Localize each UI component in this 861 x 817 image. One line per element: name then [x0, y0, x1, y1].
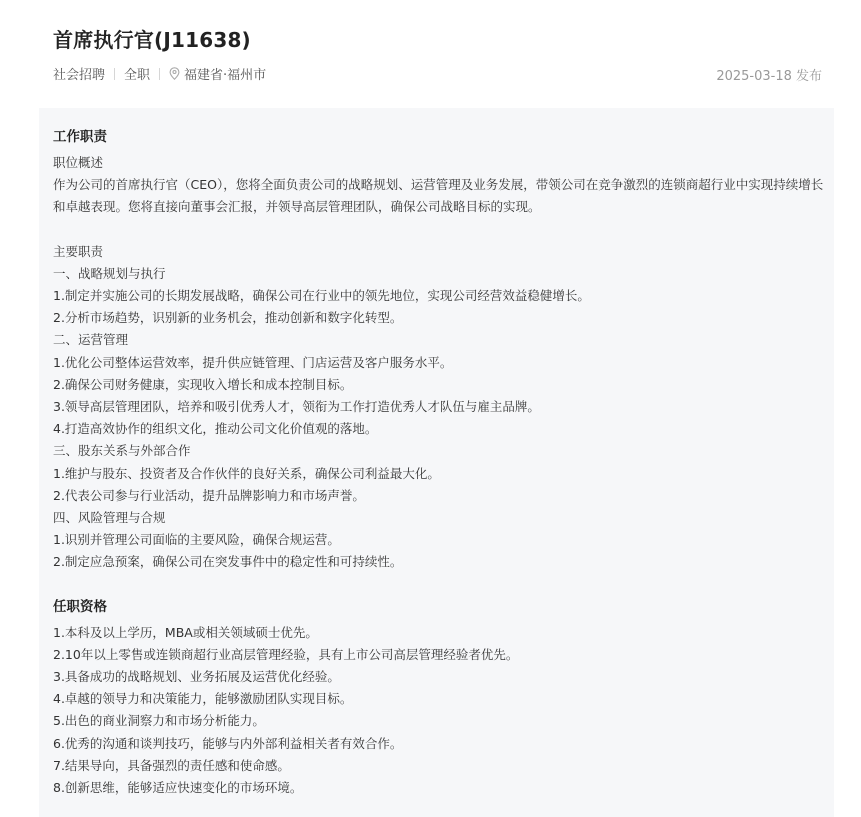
- qualification-line: 8.创新思维，能够适应快速变化的市场环境。: [53, 780, 303, 796]
- meta-divider: [114, 68, 115, 80]
- duties-heading: 工作职责: [53, 129, 107, 145]
- qualification-line: 5.出色的商业洞察力和市场分析能力。: [53, 713, 265, 729]
- qualifications-list: [53, 622, 826, 800]
- qualification-line: 7.结果导向，具备强烈的责任感和使命感。: [53, 757, 290, 773]
- qualification-line: 4.卓越的领导力和决策能力，能够激励团队实现目标。: [53, 691, 353, 707]
- duty-line: 1.识别并管理公司面临的主要风险，确保合规运营。: [53, 532, 340, 548]
- duty-line: 二、运营管理: [53, 332, 129, 348]
- overview-text: 作为公司的首席执行官（CEO），您将全面负责公司的战略规划、运营管理及业务发展，带领公司在竞争激烈的连锁商超行业中实现持续增长和卓越表现。您将直接向董事会汇报，并领导高层管理团队，确保公司战略目标的实现。: [53, 177, 824, 215]
- qualification-line: 1.本科及以上学历，MBA或相关领域硕士优先。: [53, 624, 318, 640]
- qualification-line: 2.10年以上零售或连锁商超行业高层管理经验，具有上市公司高层管理经验者优先。: [53, 646, 519, 662]
- duty-line: 三、股东关系与外部合作: [53, 443, 191, 459]
- duty-line: 1.维护与股东、投资者及合作伙伴的良好关系，确保公司利益最大化。: [53, 465, 440, 481]
- duty-line: 1.优化公司整体运营效率，提升供应链管理、门店运营及客户服务水平。: [53, 354, 453, 370]
- recruit-type: 社会招聘: [53, 68, 106, 83]
- publish-date: 2025-03-18 发布: [716, 69, 822, 84]
- job-location: [169, 64, 266, 83]
- duty-line: 4.打造高效协作的组织文化，推动公司文化价值观的落地。: [53, 421, 378, 437]
- job-meta: [53, 64, 266, 83]
- duty-line: 1.制定并实施公司的长期发展战略，确保公司在行业中的领先地位，实现公司经营效益稳健增长。: [53, 288, 590, 304]
- job-title: 首席执行官(J11638): [53, 28, 251, 52]
- duty-line: 2.制定应急预案，确保公司在突发事件中的稳定性和可持续性。: [53, 554, 403, 570]
- duties-list: [53, 263, 826, 574]
- meta-divider: [159, 68, 160, 80]
- main-duties-label: 主要职责: [53, 243, 104, 259]
- duty-line: 2.分析市场趋势，识别新的业务机会，推动创新和数字化转型。: [53, 310, 403, 326]
- duty-line: 3.领导高层管理团队，培养和吸引优秀人才，领衔为工作打造优秀人才队伍与雇主品牌。: [53, 399, 540, 415]
- duty-line: 2.确保公司财务健康，实现收入增长和成本控制目标。: [53, 376, 353, 392]
- duty-line: 四、风险管理与合规: [53, 510, 166, 526]
- qualifications-heading: 任职资格: [53, 598, 107, 615]
- qualification-line: 6.优秀的沟通和谈判技巧，能够与内外部利益相关者有效合作。: [53, 735, 403, 751]
- overview-label: 职位概述: [53, 155, 104, 170]
- job-description-content: [53, 126, 826, 799]
- duty-line: 一、战略规划与执行: [53, 265, 166, 281]
- qualification-line: 3.具备成功的战略规划、业务拓展及运营优化经验。: [53, 669, 340, 685]
- job-description-panel: [39, 108, 834, 817]
- location-pin-icon: [169, 67, 180, 80]
- employment-type: 全职: [124, 68, 151, 83]
- location-text: 福建省·福州市: [184, 68, 267, 83]
- duty-line: 2.代表公司参与行业活动，提升品牌影响力和市场声誉。: [53, 487, 365, 503]
